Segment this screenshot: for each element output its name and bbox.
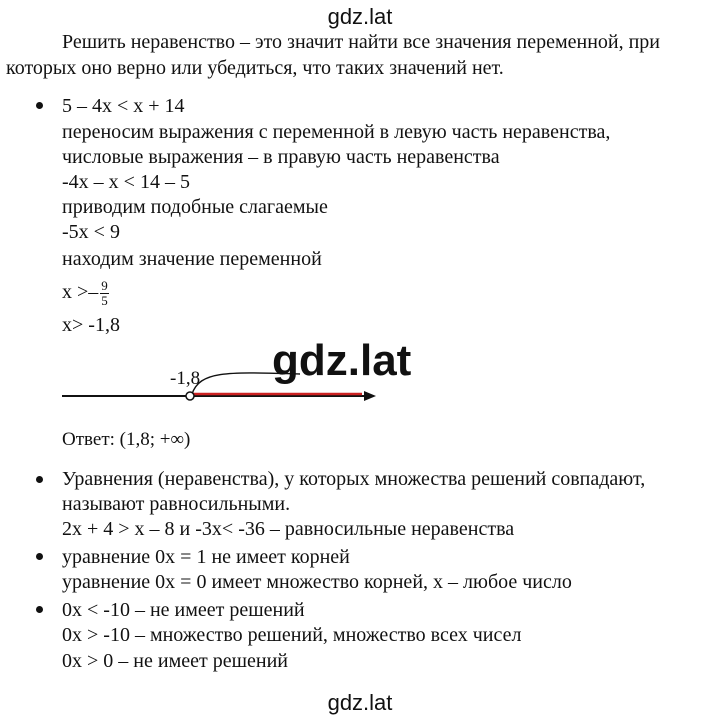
expression-4: x> -1,8	[62, 314, 120, 336]
bullet-4	[36, 606, 43, 613]
fraction	[100, 279, 109, 308]
expression-3-prefix: x >–	[62, 281, 99, 303]
step-1-text-a: переносим выражения с переменной в левую часть неравенства,	[62, 121, 611, 143]
step-1-text-b: числовые выражения – в правую часть неравенства	[62, 146, 500, 168]
point-label: -1,8	[170, 368, 201, 389]
expression-3	[62, 272, 109, 312]
equation-many-roots: уравнение 0x = 0 имеет множество корней, x – любое число	[62, 571, 572, 593]
inequality-all-numbers: 0x > -10 – множество решений, множество всех чисел	[62, 624, 522, 646]
intro-line-1: Решить неравенство – это значит найти все значения переменной, при	[62, 31, 661, 53]
equivalence-example: 2x + 4 > x – 8 и -3x< -36 – равносильные неравенства	[62, 518, 515, 540]
equivalence-text-b: называют равносильными.	[62, 493, 291, 515]
expression-2: -5x < 9	[62, 221, 120, 243]
inequality-no-solutions-2: 0x > 0 – не имеет решений	[62, 650, 288, 672]
number-line-arrow	[364, 391, 376, 401]
watermark-bottom: gdz.lat	[327, 690, 393, 715]
bullet-1	[36, 102, 43, 109]
fraction-denominator: 5	[101, 292, 108, 308]
watermark-top: gdz.lat	[327, 4, 393, 29]
bullet-3	[36, 553, 43, 560]
open-point-icon	[186, 392, 194, 400]
step-2-text: приводим подобные слагаемые	[62, 196, 328, 218]
intro-line-2: которых оно верно или убедиться, что таких значений нет.	[6, 57, 504, 79]
step-3-text: находим значение переменной	[62, 248, 322, 270]
fraction-numerator: 9	[101, 277, 108, 293]
problem-statement: 5 – 4x < x + 14	[62, 95, 185, 117]
bullet-2	[36, 476, 43, 483]
inequality-no-solutions-1: 0x < -10 – не имеет решений	[62, 599, 305, 621]
watermark-middle: gdz.lat	[272, 336, 412, 385]
answer: Ответ: (1,8; +∞)	[62, 429, 191, 450]
equation-no-roots: уравнение 0x = 1 не имеет корней	[62, 546, 350, 568]
equivalence-text-a: Уравнения (неравенства), у которых множества решений совпадают,	[62, 468, 646, 490]
expression-1: -4x – x < 14 – 5	[62, 171, 190, 193]
